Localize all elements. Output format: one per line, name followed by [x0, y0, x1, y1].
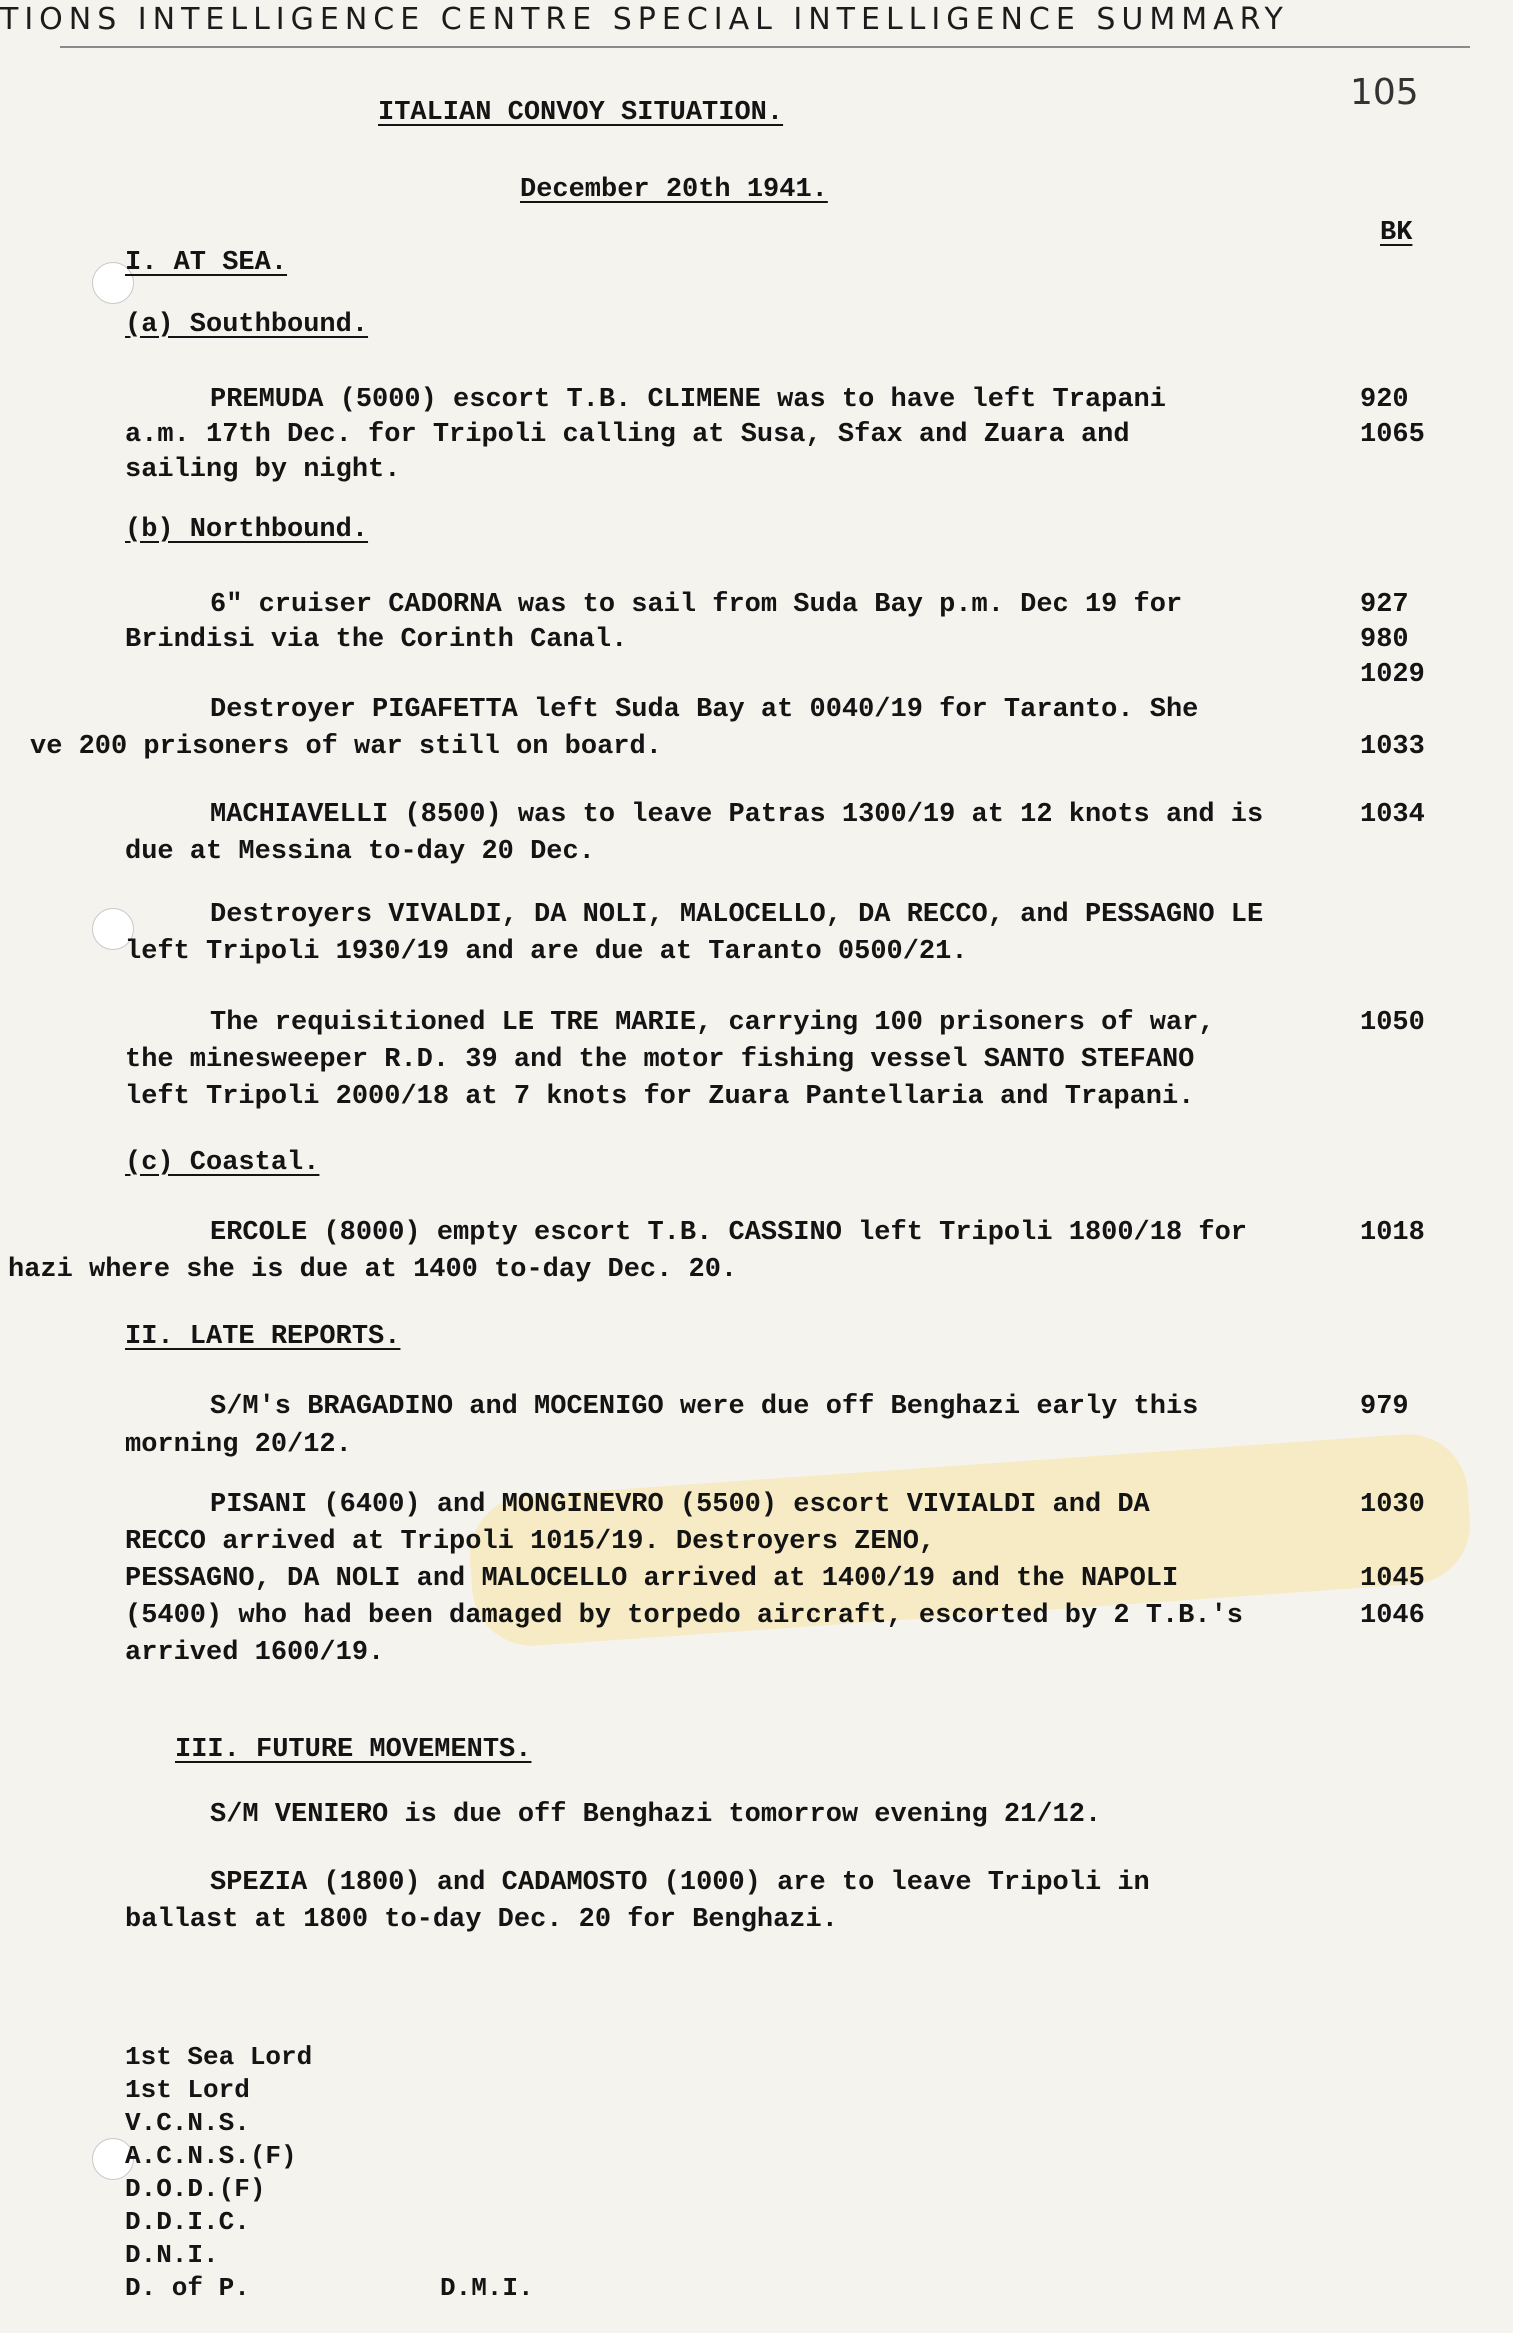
text-line: 6" cruiser CADORNA was to sail from Suda Bay p.m. Dec 19 for: [210, 590, 1183, 620]
distribution-entry: D.N.I.: [125, 2240, 219, 2270]
distribution-entry: 1st Lord: [125, 2075, 250, 2105]
reference-number: 1045: [1360, 1564, 1425, 1594]
reference-number: 1018: [1360, 1218, 1425, 1248]
text-line: (5400) who had been damaged by torpedo aircraft, escorted by 2 T.B.'s: [125, 1601, 1243, 1631]
distribution-entry: D. of P.: [125, 2273, 250, 2303]
distribution-entry: A.C.N.S.(F): [125, 2141, 297, 2171]
text-line: S/M VENIERO is due off Benghazi tomorrow evening 21/12.: [210, 1800, 1102, 1830]
reference-number: 1065: [1360, 420, 1425, 450]
reference-number: 1029: [1360, 660, 1425, 690]
distribution-entry: V.C.N.S.: [125, 2108, 250, 2138]
reference-number: 927: [1360, 590, 1409, 620]
text-line: the minesweeper R.D. 39 and the motor fishing vessel SANTO STEFANO: [125, 1045, 1195, 1075]
text-line: The requisitioned LE TRE MARIE, carrying 100 prisoners of war,: [210, 1008, 1215, 1038]
text-line: left Tripoli 2000/18 at 7 knots for Zuara Pantellaria and Trapani.: [125, 1082, 1195, 1112]
text-line: Brindisi via the Corinth Canal.: [125, 625, 628, 655]
ref-column-header: BK: [1380, 218, 1413, 248]
text-line: SPEZIA (1800) and CADAMOSTO (1000) are to leave Tripoli in: [210, 1868, 1150, 1898]
reference-number: 1034: [1360, 800, 1425, 830]
section-heading-at-sea: I. AT SEA.: [125, 248, 288, 278]
text-line: hazi where she is due at 1400 to-day Dec. 20.: [8, 1255, 738, 1285]
header-rule: [60, 46, 1470, 48]
distribution-entry: 1st Sea Lord: [125, 2042, 313, 2072]
text-line: RECCO arrived at Tripoli 1015/19. Destroyers ZENO,: [125, 1527, 936, 1557]
distribution-entry: D.M.I.: [440, 2273, 534, 2303]
text-line: S/M's BRAGADINO and MOCENIGO were due off Benghazi early this: [210, 1392, 1199, 1422]
subheading-southbound: (a) Southbound.: [125, 310, 369, 340]
text-line: due at Messina to-day 20 Dec.: [125, 837, 595, 867]
document-date: December 20th 1941.: [520, 175, 828, 205]
reference-number: 980: [1360, 625, 1409, 655]
text-line: Destroyer PIGAFETTA left Suda Bay at 0040/19 for Taranto. She: [210, 695, 1199, 725]
reference-number: 1033: [1360, 732, 1425, 762]
text-line: PISANI (6400) and MONGINEVRO (5500) escort VIVIALDI and DA: [210, 1490, 1150, 1520]
distribution-entry: D.D.I.C.: [125, 2207, 250, 2237]
text-line: left Tripoli 1930/19 and are due at Taranto 0500/21.: [125, 937, 968, 967]
section-heading-future-movements: III. FUTURE MOVEMENTS.: [175, 1735, 532, 1765]
page-number: 105: [1350, 72, 1419, 113]
summary-header: TIONS INTELLIGENCE CENTRE SPECIAL INTELLIGENCE SUMMARY: [0, 2, 1289, 37]
text-line: morning 20/12.: [125, 1430, 352, 1460]
text-line: ERCOLE (8000) empty escort T.B. CASSINO left Tripoli 1800/18 for: [210, 1218, 1247, 1248]
text-line: PESSAGNO, DA NOLI and MALOCELLO arrived at 1400/19 and the NAPOLI: [125, 1564, 1179, 1594]
document-title: ITALIAN CONVOY SITUATION.: [378, 98, 784, 128]
text-line: a.m. 17th Dec. for Tripoli calling at Susa, Sfax and Zuara and: [125, 420, 1130, 450]
text-line: ve 200 prisoners of war still on board.: [30, 732, 662, 762]
text-line: ballast at 1800 to-day Dec. 20 for Benghazi.: [125, 1905, 838, 1935]
section-heading-late-reports: II. LATE REPORTS.: [125, 1322, 401, 1352]
subheading-coastal: (c) Coastal.: [125, 1148, 320, 1178]
subheading-northbound: (b) Northbound.: [125, 515, 369, 545]
reference-number: 1046: [1360, 1601, 1425, 1631]
reference-number: 979: [1360, 1392, 1409, 1422]
text-line: MACHIAVELLI (8500) was to leave Patras 1300/19 at 12 knots and is: [210, 800, 1264, 830]
text-line: arrived 1600/19.: [125, 1638, 385, 1668]
reference-number: 1050: [1360, 1008, 1425, 1038]
reference-number: 1030: [1360, 1490, 1425, 1520]
text-line: PREMUDA (5000) escort T.B. CLIMENE was to have left Trapani: [210, 385, 1166, 415]
reference-number: 920: [1360, 385, 1409, 415]
distribution-entry: D.O.D.(F): [125, 2174, 266, 2204]
text-line: sailing by night.: [125, 455, 401, 485]
text-line: Destroyers VIVALDI, DA NOLI, MALOCELLO, DA RECCO, and PESSAGNO LE: [210, 900, 1264, 930]
